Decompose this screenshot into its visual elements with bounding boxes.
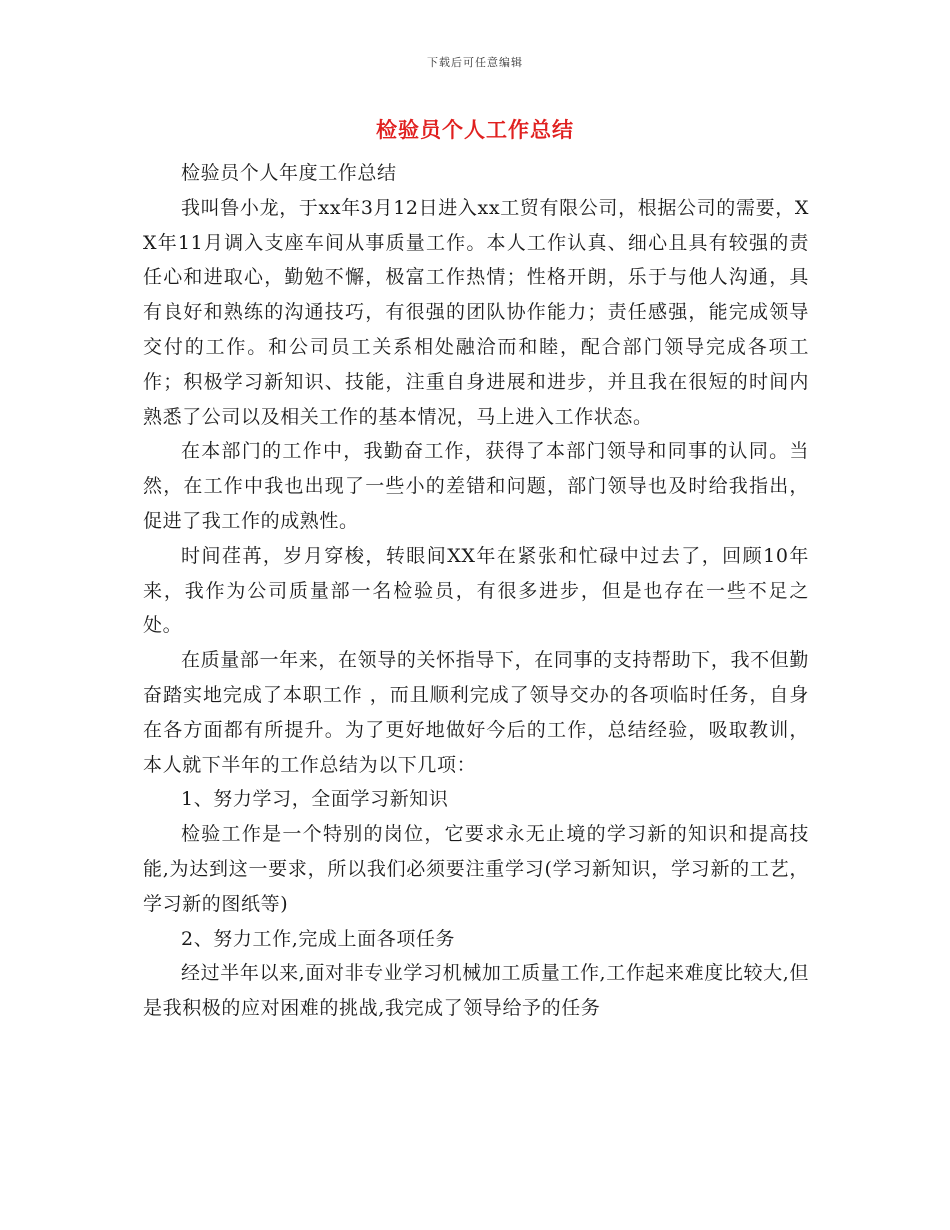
summary-paragraph: 在质量部一年来，在领导的关怀指导下，在同事的支持帮助下，我不但勤奋踏实地完成了本职工作 ，而且顺利完成了领导交办的各项临时任务，自身在各方面都有所提升。为了更好地做好今后的工作，总结经验，吸取教训，本人就下半年的工作总结为以下几项： xyxy=(143,649,809,776)
section-heading-1: 1、努力学习，全面学习新知识 xyxy=(181,788,449,811)
section-1-paragraph: 检验工作是一个特别的岗位，它要求永无止境的学习新的知识和提高技能,为达到这一要求，所以我们必须要注重学习(学习新知识，学习新的工艺，学习新的图纸等) xyxy=(143,823,809,915)
header-note: 下载后可任意编辑 xyxy=(427,56,523,69)
document-body xyxy=(143,156,809,1026)
section-2-paragraph: 经过半年以来,面对非专业学习机械加工质量工作,工作起来难度比较大,但是我积极的应对困难的挑战,我完成了领导给予的任务 xyxy=(143,962,809,1020)
department-paragraph: 在本部门的工作中，我勤奋工作，获得了本部门领导和同事的认同。当然，在工作中我也出现了一些小的差错和问题，部门领导也及时给我指出，促进了我工作的成熟性。 xyxy=(143,440,809,532)
subtitle-paragraph: 检验员个人年度工作总结 xyxy=(181,162,397,184)
section-heading-2: 2、努力工作,完成上面各项任务 xyxy=(181,927,456,950)
intro-paragraph: 我叫鲁小龙，于xx年3月12日进入xx工贸有限公司，根据公司的需要，XX年11月调入支座车间从事质量工作。本人工作认真、细心且具有较强的责任心和进取心，勤勉不懈，极富工作热情；性格开朗，乐于与他人沟通，具有良好和熟练的沟通技巧，有很强的团队协作能力；责任感强，能完成领导交付的工作。和公司员工关系相处融洽而和睦，配合部门领导完成各项工作；积极学习新知识、技能，注重自身进展和进步，并且我在很短的时间内熟悉了公司以及相关工作的基本情况，马上进入工作状态。 xyxy=(143,196,809,428)
document-title: 检验员个人工作总结 xyxy=(376,117,574,142)
review-paragraph: 时间荏苒，岁月穿梭，转眼间XX年在紧张和忙碌中过去了，回顾10年来，我作为公司质量部一名检验员，有很多进步，但是也存在一些不足之处。 xyxy=(143,544,809,637)
